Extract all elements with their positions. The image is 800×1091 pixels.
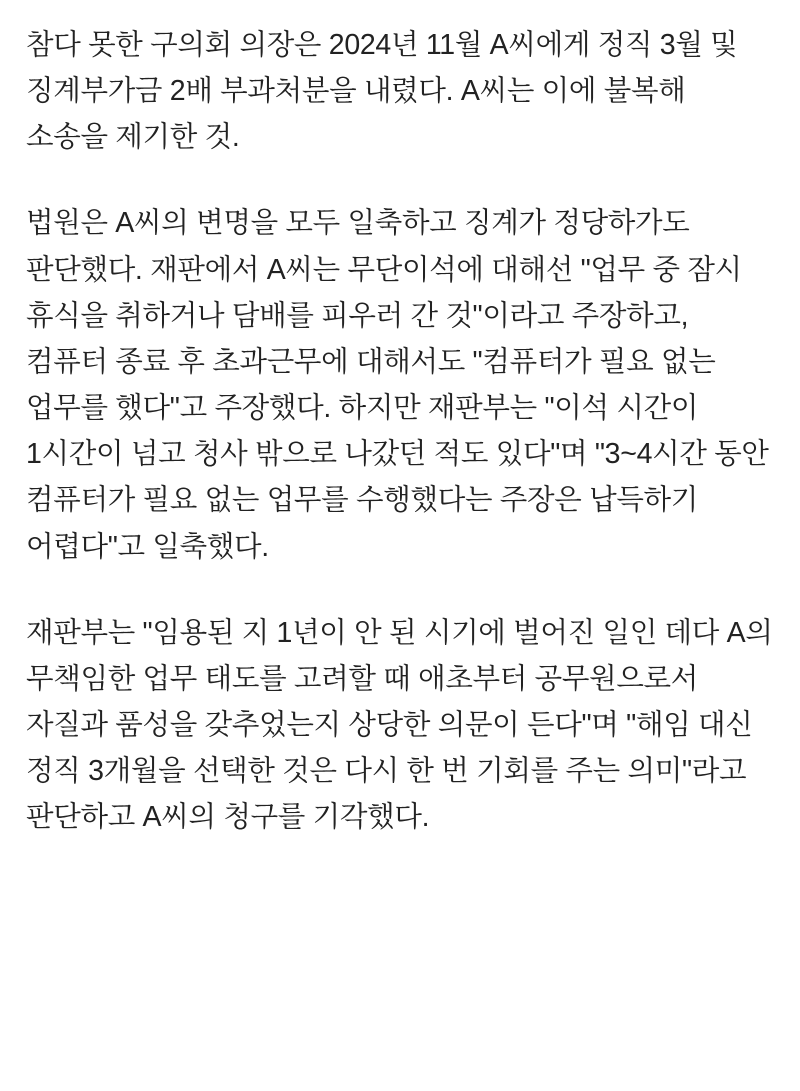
article-paragraph-3: 재판부는 "임용된 지 1년이 안 된 시기에 벌어진 일인 데다 A의 무책임한 업무 태도를 고려할 때 애초부터 공무원으로서 자질과 품성을 갖추었는지 상당한 의문이 든다"며 "해임 대신 정직 3개월을 선택한 것은 다시 한 번 기회를 주는 의미"라고 판단하고 A씨의 청구를 기각했다. [26, 616, 781, 834]
article-paragraph-1: 참다 못한 구의회 의장은 2024년 11월 A씨에게 정직 3월 및 징계부가금 2배 부과처분을 내렸다. A씨는 이에 불복해 소송을 제기한 것. [26, 29, 746, 154]
article-paragraph-2: 법원은 A씨의 변명을 모두 일축하고 징계가 정당하가도 판단했다. 재판에서 A씨는 무단이석에 대해선 "업무 중 잠시 휴식을 취하거나 담배를 피우러 간 것"이라고 주장하고, 컴퓨터 종료 후 초과근무에 대해서도 "컴퓨터가 필요 없는 업무를 했다"고 주장했다. 하지만 재판부는 "이석 시간이 1시간이 넘고 청사 밖으로 나갔던 적도 있다"며 "3~4시간 동안 컴퓨터가 필요 없는 업무를 수행했다는 주장은 납득하기 어렵다"고 일축했다. [26, 207, 777, 563]
